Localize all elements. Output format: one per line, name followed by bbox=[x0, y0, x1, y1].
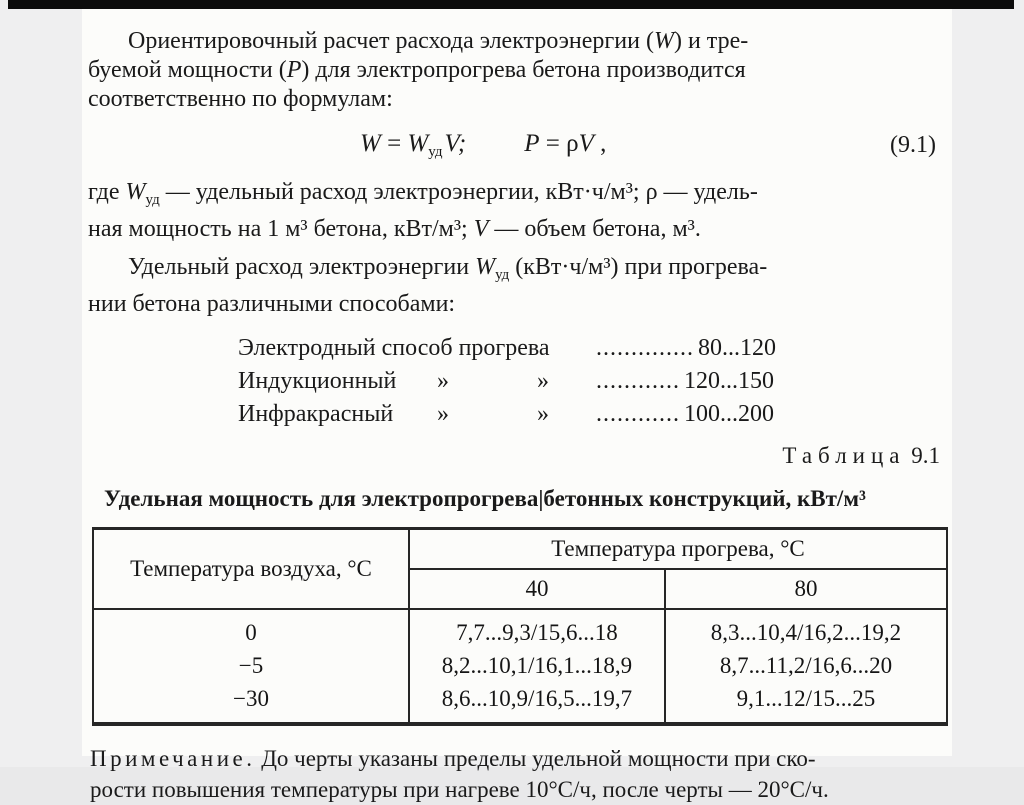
table-row bbox=[93, 649, 947, 682]
method-row-electrode bbox=[238, 332, 952, 365]
specific-line-2: нии бетона различными способами: bbox=[88, 291, 456, 317]
header-col-40: 40 bbox=[409, 569, 665, 609]
where-paragraph bbox=[88, 178, 952, 244]
where-w-base: W bbox=[125, 179, 146, 205]
header-heating-temperature: Температура прогрева, °С bbox=[409, 529, 947, 570]
document-page bbox=[82, 9, 952, 802]
footnote-line-2: рости повышения температуры при нагреве 10°С/ч, после черты — 20°С/ч. bbox=[90, 777, 829, 802]
ditto-mark: » bbox=[537, 368, 549, 394]
specific-w-base: W bbox=[475, 254, 496, 280]
intro-line-3: соответственно по формулам: bbox=[88, 86, 393, 112]
formula-v2: V bbox=[578, 130, 594, 157]
intro-line-1-end: ) и тре- bbox=[673, 28, 749, 54]
formula-eq1: = bbox=[380, 130, 408, 157]
table-body bbox=[93, 609, 947, 724]
cell-value-80: 9,1...12/15...25 bbox=[665, 682, 947, 724]
table-caption: Удельная мощность для электропрогрева|бетонных конструкций, кВт/м³ bbox=[104, 486, 866, 511]
table-row bbox=[93, 609, 947, 649]
ditto-mark: » bbox=[437, 401, 449, 427]
formula-eq2: = bbox=[539, 130, 567, 157]
formula-number: (9.1) bbox=[890, 132, 936, 158]
leader-dots: ............ bbox=[596, 368, 680, 394]
cell-air-temp: −30 bbox=[93, 682, 409, 724]
where-line-2-rest: — объем бетона, м³. bbox=[488, 216, 701, 242]
header-air-temperature: Температура воздуха, °С bbox=[93, 529, 409, 610]
method-row-infrared bbox=[238, 398, 952, 431]
formula-p: P bbox=[524, 130, 540, 157]
method-value: 80...120 bbox=[698, 335, 776, 361]
where-line-1-rest: — удельный расход электроэнергии, кВт·ч/м³; ρ — удель- bbox=[159, 179, 758, 205]
intro-line-1-text: Ориентировочный расчет расхода электроэнергии ( bbox=[128, 28, 654, 54]
ditto-mark: » bbox=[537, 401, 549, 427]
where-line-2 bbox=[88, 215, 952, 244]
cell-value-80: 8,3...10,4/16,2...19,2 bbox=[665, 609, 947, 649]
top-border-bar bbox=[8, 0, 1014, 9]
table-label bbox=[88, 443, 952, 469]
footnote-line-1-rest: До черты указаны пределы удельной мощности при ско- bbox=[255, 746, 816, 771]
formula-v1: V; bbox=[444, 130, 467, 157]
table-row bbox=[93, 682, 947, 724]
cell-value-80: 8,7...11,2/16,6...20 bbox=[665, 649, 947, 682]
table-label-word: Таблица bbox=[782, 443, 906, 468]
formula-rho: ρ bbox=[566, 130, 579, 157]
methods-list bbox=[238, 332, 952, 431]
formula-9-1 bbox=[88, 129, 952, 167]
leader-dots: ............ bbox=[596, 401, 680, 427]
method-name: Индукционный bbox=[238, 368, 397, 394]
leader-dots: .............. bbox=[596, 335, 694, 361]
formula-w-ud-sub: уд bbox=[428, 144, 443, 160]
specific-power-table bbox=[92, 527, 948, 726]
footnote bbox=[90, 743, 952, 805]
specific-w-sub: уд bbox=[495, 267, 510, 283]
footnote-line-1 bbox=[90, 743, 952, 774]
table-head bbox=[93, 529, 947, 610]
method-name: Электродный способ прогрева bbox=[238, 335, 550, 361]
intro-line-1 bbox=[88, 27, 952, 56]
method-value: 120...150 bbox=[684, 368, 774, 394]
specific-line-1-pre: Удельный расход электроэнергии bbox=[128, 254, 476, 280]
cell-value-40: 7,7...9,3/15,6...18 bbox=[409, 609, 665, 649]
cell-air-temp: 0 bbox=[93, 609, 409, 649]
method-value: 100...200 bbox=[684, 401, 774, 427]
formula-w-ud-base: W bbox=[407, 130, 429, 157]
where-line-1 bbox=[88, 178, 952, 215]
specific-line-1-rest: (кВт·ч/м³) при прогрева- bbox=[509, 254, 768, 280]
variable-w: W bbox=[653, 28, 674, 54]
intro-paragraph bbox=[88, 27, 952, 114]
header-col-80: 80 bbox=[665, 569, 947, 609]
cell-air-temp: −5 bbox=[93, 649, 409, 682]
table-label-number: 9.1 bbox=[911, 443, 940, 468]
method-row-induction bbox=[238, 365, 952, 398]
table-header-row-1 bbox=[93, 529, 947, 570]
where-w-sub: уд bbox=[145, 192, 160, 208]
cell-value-40: 8,2...10,1/16,1...18,9 bbox=[409, 649, 665, 682]
footnote-label: Примечание. bbox=[90, 746, 256, 771]
intro-line-2-text: буемой мощности ( bbox=[88, 57, 287, 83]
specific-line-1 bbox=[88, 253, 952, 290]
where-line-2-pre: ная мощность на 1 м³ бетона, кВт/м³; bbox=[88, 216, 474, 242]
cell-value-40: 8,6...10,9/16,5...19,7 bbox=[409, 682, 665, 724]
where-v: V bbox=[473, 216, 489, 242]
specific-paragraph bbox=[88, 253, 952, 319]
ditto-mark: » bbox=[437, 368, 449, 394]
formula-comma: , bbox=[593, 130, 607, 157]
intro-line-2-end: ) для электропрогрева бетона производится bbox=[301, 57, 746, 83]
variable-p: P bbox=[286, 57, 302, 83]
where-line-1-pre: где bbox=[88, 179, 126, 205]
formula-w: W bbox=[360, 130, 381, 157]
method-name: Инфракрасный bbox=[238, 401, 394, 427]
intro-line-2 bbox=[88, 56, 952, 85]
